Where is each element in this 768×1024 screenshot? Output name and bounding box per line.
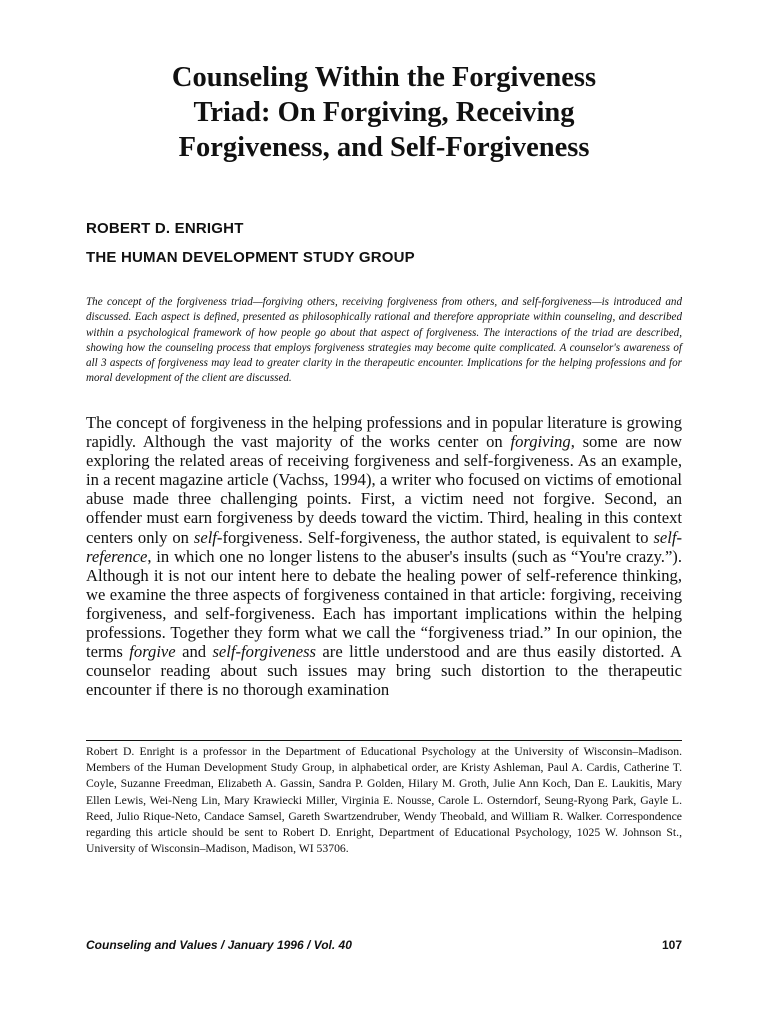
title-line: Triad: On Forgiving, Receiving <box>193 97 575 128</box>
footnote-divider <box>86 740 682 741</box>
body-text: are little understood and are thus easily distorted. A counselor reading about such issues may bring such distortion to the therapeutic encounter if there is no thorough examination <box>86 642 682 700</box>
article-title <box>86 60 682 165</box>
author-name: ROBERT D. ENRIGHT <box>86 220 244 237</box>
body-emphasis: forgive <box>129 642 176 662</box>
abstract: The concept of the forgiveness triad—forgiving others, receiving forgiveness from others, and self-forgiveness—is introduced and discussed. Each aspect is defined, presented as philosophically rational and therefore appropriate within counseling, and described within a psychological framework of how people go about that aspect of forgiveness. The interactions of the triad are described, showing how the counseling process that employs forgiveness strategies may become quite complicated. A counselor's awareness of all 3 aspects of forgiveness may lead to greater clarity in the therapeutic encounter. Implications for the helping professions and for moral development of the client are discussed. <box>86 296 682 385</box>
title-line: Counseling Within the Forgiveness <box>171 62 597 93</box>
body-text: The concept of forgiveness in the helping professions and in popular literature is growing rapidly. Although the vast majority of the works center on <box>86 413 682 452</box>
page-number: 107 <box>661 938 682 952</box>
author-footnote: Robert D. Enright is a professor in the Department of Educational Psychology at the University of Wisconsin–Madison. Members of the Human Development Study Group, in alphabetical order, are Kristy Ashleman, Paul A. Cardis, Catherine T. Coyle, Suzanne Freedman, Elizabeth A. Gassin, Sandra P. Golden, Hilary M. Groth, Julie Ann Koch, Dan E. Laukitis, Mary Ellen Lewis, Wei-Neng Lin, Mary Krawiecki Miller, Virginia E. Nousse, Carole L. Osterndorf, Seung-Ryong Park, Gayle L. Reed, Julio Rique-Neto, Candace Samsel, Gareth Swartzendruber, Wendy Theobald, and William R. Walker. Correspondence regarding this article should be sent to Robert D. Enright, Department of Educational Psychology, 1025 W. Johnson St., University of Wisconsin–Madison, Madison, WI 53706. <box>86 745 682 856</box>
author-affiliation: THE HUMAN DEVELOPMENT STUDY GROUP <box>86 249 415 266</box>
body-paragraph <box>86 413 682 699</box>
body-text: -forgiveness. Self-forgiveness, the author stated, is equivalent to <box>216 527 654 547</box>
body-text: , some are now exploring the related areas of receiving forgiveness and self-forgiveness. As an example, in a recent magazine article (Vachss, 1994), a writer who focused on victims of emotional abuse made three challenging points. First, a victim need not forgive. Second, an offender must earn forgiveness by deeds toward the victim. Third, healing in this context centers only on <box>86 432 682 547</box>
body-emphasis: self-reference <box>86 527 683 566</box>
body-text: , in which one no longer listens to the abuser's insults (such as “You're crazy.”). Although it is not our intent here to debate the healing power of self-reference thinking, we examine the three aspects of forgiveness contained in that article: forgiving, receiving forgiveness, and self-forgiveness. Each has important implications within the helping professions. Together they form what we call the “forgiveness triad.” In our opinion, the terms <box>86 546 682 662</box>
page-footer <box>86 938 682 952</box>
body-emphasis: self <box>193 527 217 547</box>
title-line: Forgiveness, and Self-Forgiveness <box>178 132 590 163</box>
journal-citation: Counseling and Values / January 1996 / Vol. 40 <box>86 938 352 952</box>
body-text: and <box>175 642 213 662</box>
body-emphasis: forgiving <box>510 432 571 452</box>
body-emphasis: self-forgiveness <box>212 642 317 662</box>
